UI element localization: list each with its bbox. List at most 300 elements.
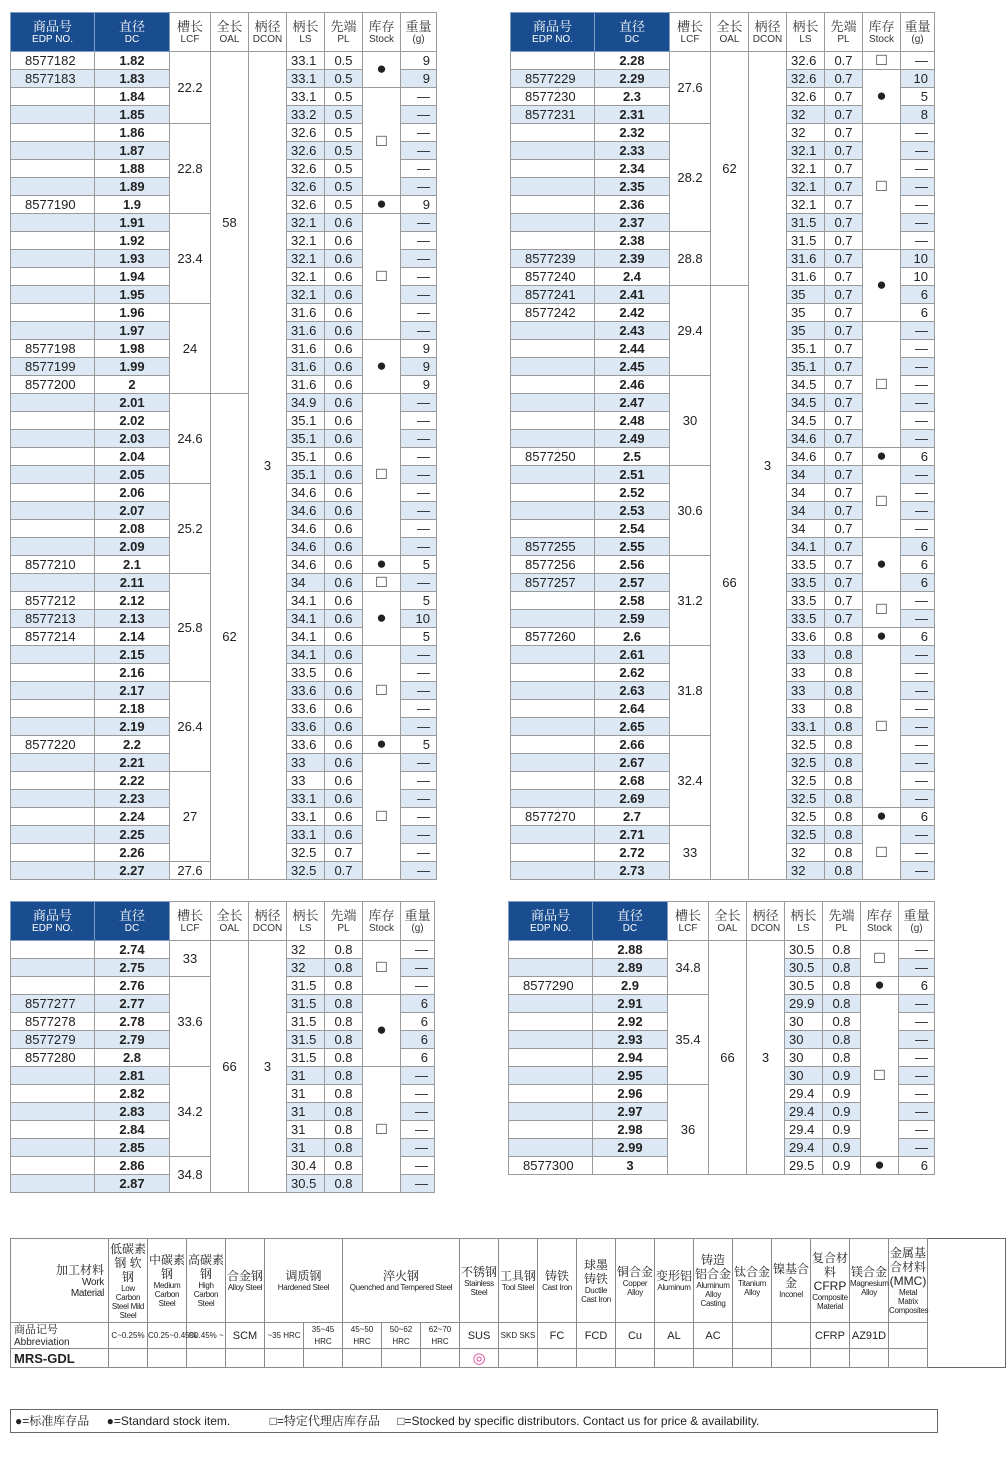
- diameter: 2: [95, 376, 170, 394]
- flute-length: 27.6: [670, 52, 711, 124]
- overall-length: 66: [711, 286, 749, 880]
- diameter: 2.45: [595, 358, 670, 376]
- weight: —: [901, 466, 935, 484]
- weight: —: [401, 718, 437, 736]
- header-label-en: DCON: [252, 922, 283, 934]
- edp-number: 8577280: [11, 1049, 95, 1067]
- edp-number: [11, 520, 95, 538]
- weight: 6: [401, 1013, 435, 1031]
- header-label-zh: 库存: [868, 18, 895, 34]
- point-length: 0.8: [823, 1013, 861, 1031]
- shank-length: 34.5: [787, 412, 825, 430]
- diameter: 2.06: [95, 484, 170, 502]
- header-lcf: [170, 902, 211, 941]
- point-length: 0.8: [325, 995, 363, 1013]
- header-label-en: LS: [799, 33, 812, 45]
- edp-number: 8577290: [509, 977, 593, 995]
- header-label-en: (g): [412, 33, 425, 45]
- edp-number: [11, 862, 95, 880]
- point-length: 0.7: [825, 124, 863, 142]
- shank-length: 32: [287, 959, 325, 977]
- header-label-en: DC: [124, 922, 140, 934]
- edp-number: 8577214: [11, 628, 95, 646]
- stock-status: [863, 322, 901, 448]
- shank-length: 29.5: [785, 1157, 823, 1175]
- shank-length: 35: [787, 286, 825, 304]
- header-dcon: [749, 13, 787, 52]
- shank-length: 34.1: [287, 610, 325, 628]
- header-label-zh: 全长: [714, 907, 741, 923]
- standard-stock-icon: ●: [376, 1020, 387, 1039]
- shank-length: 33: [287, 772, 325, 790]
- diameter: 1.86: [95, 124, 170, 142]
- standard-stock-icon: ●: [876, 806, 887, 825]
- point-length: 0.8: [823, 1031, 861, 1049]
- material-name-en: Ductile Cast Iron: [581, 1285, 611, 1304]
- material-header-row: [11, 1239, 1006, 1323]
- material-10: [616, 1239, 655, 1323]
- edp-number: [11, 232, 95, 250]
- edp-number: [11, 718, 95, 736]
- header-stock: [861, 902, 899, 941]
- point-length: 0.6: [325, 646, 363, 664]
- edp-number: 8577255: [511, 538, 595, 556]
- material-abbreviation: FC: [538, 1323, 577, 1349]
- diameter: 2.32: [595, 124, 670, 142]
- header-label-en: LCF: [180, 922, 200, 934]
- stock-table-3: [10, 901, 435, 1193]
- shank-length: 33: [787, 664, 825, 682]
- distributor-stock-icon: □: [874, 948, 885, 967]
- diameter: 2.09: [95, 538, 170, 556]
- point-length: 0.7: [825, 340, 863, 358]
- weight: 5: [401, 628, 437, 646]
- header-lcf: [668, 902, 709, 941]
- material-8: [538, 1239, 577, 1323]
- diameter: 2.74: [95, 941, 170, 959]
- weight: 5: [401, 592, 437, 610]
- edp-number: [511, 430, 595, 448]
- flute-length: 26.4: [170, 682, 211, 772]
- point-length: 0.6: [325, 430, 363, 448]
- shank-length: 35.1: [787, 358, 825, 376]
- edp-number: [511, 214, 595, 232]
- flute-length: 29.4: [670, 286, 711, 376]
- edp-number: [11, 959, 95, 977]
- diameter: 2.46: [595, 376, 670, 394]
- distributor-stock-icon: □: [876, 842, 887, 861]
- material-abbreviation: C~0.25%: [109, 1323, 148, 1349]
- edp-number: 8577240: [511, 268, 595, 286]
- material-abbreviation: FCD: [577, 1323, 616, 1349]
- header-label-zh: 直径: [616, 907, 643, 923]
- edp-number: [509, 1139, 593, 1157]
- diameter: 2.95: [593, 1067, 668, 1085]
- material-cell: [226, 1349, 265, 1368]
- header-label-en: DCON: [750, 922, 781, 934]
- material-name-zh: 工具钢: [499, 1269, 536, 1283]
- diameter: 2.48: [595, 412, 670, 430]
- point-length: 0.6: [325, 358, 363, 376]
- point-length: 0.5: [325, 178, 363, 196]
- standard-stock-icon: ●: [876, 554, 887, 573]
- point-length: 0.6: [325, 286, 363, 304]
- stock-status: [861, 941, 899, 977]
- edp-number: [509, 995, 593, 1013]
- point-length: 0.7: [825, 574, 863, 592]
- point-length: 0.6: [325, 340, 363, 358]
- stock-table-4: [508, 901, 935, 1175]
- header-label-zh: 全长: [716, 18, 743, 34]
- edp-number: [511, 610, 595, 628]
- flute-length: 31.2: [670, 556, 711, 646]
- flute-length: 31.8: [670, 646, 711, 736]
- shank-length: 34.6: [287, 520, 325, 538]
- shank-length: 33.5: [787, 592, 825, 610]
- diameter: 2.12: [95, 592, 170, 610]
- shank-length: 32.6: [287, 142, 325, 160]
- diameter: 2.15: [95, 646, 170, 664]
- shank-length: 32.1: [787, 142, 825, 160]
- header-dc: [95, 13, 170, 52]
- edp-number: 8577213: [11, 610, 95, 628]
- weight: —: [401, 466, 437, 484]
- material-abbreviation: AZ91D: [850, 1323, 889, 1349]
- distributor-stock-icon: □: [376, 1119, 387, 1138]
- weight: 10: [901, 70, 935, 88]
- edp-number: [11, 844, 95, 862]
- weight: 6: [901, 538, 935, 556]
- shank-length: 32.5: [287, 862, 325, 880]
- material-abbreviation: SKD SKS: [499, 1323, 538, 1349]
- table-row: [11, 394, 437, 412]
- material-name-en: Magnesium Alloy: [850, 1278, 889, 1297]
- flute-length: 30.6: [670, 466, 711, 556]
- shank-diameter: 3: [749, 52, 787, 880]
- header-label-en: EDP NO.: [530, 922, 571, 934]
- shank-length: 34: [787, 520, 825, 538]
- shank-length: 34.1: [787, 538, 825, 556]
- material-name-en: Medium Carbon Steel: [153, 1281, 181, 1308]
- material-abbreviation: Cu: [616, 1323, 655, 1349]
- header-label-zh: 槽长: [674, 907, 701, 923]
- point-length: 0.8: [823, 941, 861, 959]
- shank-length: 34.6: [787, 430, 825, 448]
- material-abbreviation: 50~62 HRC: [382, 1323, 421, 1349]
- diameter: 2.65: [595, 718, 670, 736]
- shank-length: 31.5: [787, 232, 825, 250]
- product-code: MRS-GDL: [11, 1349, 109, 1368]
- shank-length: 29.9: [785, 995, 823, 1013]
- edp-number: [511, 700, 595, 718]
- weight: —: [901, 430, 935, 448]
- edp-number: [511, 826, 595, 844]
- material-3: [226, 1239, 265, 1323]
- material-abbreviation: C0.25~0.45%: [148, 1323, 187, 1349]
- material-12: [694, 1239, 733, 1323]
- diameter: 2.14: [95, 628, 170, 646]
- point-length: 0.6: [325, 538, 363, 556]
- material-name-en: Tool Steel: [501, 1283, 535, 1292]
- header-label-zh: 先端: [330, 907, 357, 923]
- edp-number: [509, 941, 593, 959]
- point-length: 0.8: [325, 1013, 363, 1031]
- weight: —: [901, 160, 935, 178]
- point-length: 0.8: [825, 628, 863, 646]
- shank-diameter: 3: [249, 52, 287, 880]
- diameter: 2.7: [595, 808, 670, 826]
- edp-number: [511, 412, 595, 430]
- point-length: 0.8: [325, 977, 363, 995]
- stock-status: [863, 592, 901, 628]
- diameter: 2.28: [595, 52, 670, 70]
- point-length: 0.5: [325, 124, 363, 142]
- material-2: [187, 1239, 226, 1323]
- material-abbreviation: CFRP: [811, 1323, 850, 1349]
- edp-number: [509, 1103, 593, 1121]
- diameter: 2.86: [95, 1157, 170, 1175]
- header-label-zh: 槽长: [676, 18, 703, 34]
- standard-stock-icon: ●: [874, 1155, 885, 1174]
- diameter: 2.82: [95, 1085, 170, 1103]
- shank-length: 32.6: [787, 70, 825, 88]
- point-length: 0.6: [325, 484, 363, 502]
- shank-length: 30.5: [785, 941, 823, 959]
- edp-number: [11, 286, 95, 304]
- shank-length: 33: [787, 646, 825, 664]
- point-length: 0.6: [325, 826, 363, 844]
- shank-length: 32.6: [287, 196, 325, 214]
- shank-length: 31: [287, 1121, 325, 1139]
- shank-length: 33.1: [287, 88, 325, 106]
- point-length: 0.8: [325, 1103, 363, 1121]
- header-row: [511, 13, 935, 52]
- material-cell: [577, 1349, 616, 1368]
- header-dc: [595, 13, 670, 52]
- diameter: 2.8: [95, 1049, 170, 1067]
- edp-number: 8577277: [11, 995, 95, 1013]
- diameter: 2.62: [595, 664, 670, 682]
- edp-number: [511, 592, 595, 610]
- weight: —: [901, 484, 935, 502]
- stock-table-1: [10, 12, 437, 880]
- stock-status: [363, 646, 401, 736]
- edp-number: [11, 1085, 95, 1103]
- point-length: 0.6: [325, 736, 363, 754]
- shank-length: 31.6: [287, 340, 325, 358]
- edp-number: [11, 790, 95, 808]
- material-name-en: Quenched and Tempered Steel: [349, 1283, 453, 1292]
- diameter: 2.01: [95, 394, 170, 412]
- material-name-en: High Carbon Steel: [193, 1281, 219, 1308]
- header-label-en: Stock: [368, 33, 394, 45]
- stock-table-2: [510, 12, 935, 880]
- diameter: 2.69: [595, 790, 670, 808]
- weight: 5: [401, 556, 437, 574]
- standard-stock-icon: ●: [376, 734, 387, 753]
- edp-number: [511, 466, 595, 484]
- weight: —: [899, 1121, 935, 1139]
- shank-length: 35.1: [287, 466, 325, 484]
- shank-length: 32.1: [287, 214, 325, 232]
- point-length: 0.6: [325, 304, 363, 322]
- standard-stock-icon: ●: [876, 446, 887, 465]
- header-dcon: [747, 902, 785, 941]
- diameter: 2.24: [95, 808, 170, 826]
- shank-length: 34.6: [787, 448, 825, 466]
- point-length: 0.7: [825, 394, 863, 412]
- edp-number: [11, 214, 95, 232]
- edp-number: [509, 1013, 593, 1031]
- shank-length: 31: [287, 1139, 325, 1157]
- material-9: [577, 1239, 616, 1323]
- weight: 6: [899, 977, 935, 995]
- edp-number: [511, 664, 595, 682]
- flute-length: 34.8: [170, 1157, 211, 1193]
- point-length: 0.7: [825, 304, 863, 322]
- standard-stock-icon: ●: [876, 275, 887, 294]
- diameter: 2.36: [595, 196, 670, 214]
- legend-distributor-en: □=Stocked by specific distributors. Contact us for price & availability.: [397, 1414, 760, 1428]
- shank-length: 34.6: [287, 538, 325, 556]
- header-label-en: LS: [797, 922, 810, 934]
- material-name-zh: 高碳素钢: [187, 1253, 224, 1281]
- stock-status: [363, 214, 401, 340]
- material-cell: [811, 1349, 850, 1368]
- material-name-zh: 金属基 合材料 (MMC): [889, 1246, 927, 1288]
- point-length: 0.6: [325, 574, 363, 592]
- diameter: 2.85: [95, 1139, 170, 1157]
- edp-number: 8577239: [511, 250, 595, 268]
- point-length: 0.8: [325, 1139, 363, 1157]
- edp-number: [11, 977, 95, 995]
- edp-number: [11, 754, 95, 772]
- material-4: [265, 1239, 343, 1323]
- abbreviation-label-en: Abbreviation: [14, 1336, 70, 1348]
- point-length: 0.7: [825, 250, 863, 268]
- header-pl: [825, 13, 863, 52]
- edp-number: [509, 1031, 593, 1049]
- material-cell: [265, 1349, 304, 1368]
- point-length: 0.6: [325, 232, 363, 250]
- shank-length: 32.5: [787, 826, 825, 844]
- flute-length: 22.2: [170, 52, 211, 124]
- header-dcon: [249, 13, 287, 52]
- point-length: 0.6: [325, 628, 363, 646]
- diameter: 2.58: [595, 592, 670, 610]
- point-length: 0.6: [325, 376, 363, 394]
- shank-length: 34: [287, 574, 325, 592]
- material-name-en: Inconel: [779, 1290, 803, 1299]
- edp-number: [11, 448, 95, 466]
- diameter: 2.72: [595, 844, 670, 862]
- header-label-en: EDP NO.: [32, 922, 73, 934]
- point-length: 0.8: [825, 808, 863, 826]
- weight: —: [401, 142, 437, 160]
- header-dc: [593, 902, 668, 941]
- flute-length: 28.2: [670, 124, 711, 232]
- shank-length: 33.1: [287, 52, 325, 70]
- edp-number: [11, 808, 95, 826]
- shank-length: 33.5: [787, 574, 825, 592]
- weight: —: [401, 977, 435, 995]
- stock-status: [363, 52, 401, 88]
- stock-status: [861, 977, 899, 995]
- header-stock: [363, 902, 401, 941]
- weight: —: [901, 520, 935, 538]
- header-label-zh: 重量: [903, 907, 930, 923]
- weight: —: [401, 304, 437, 322]
- edp-number: 8577278: [11, 1013, 95, 1031]
- header-oal: [711, 13, 749, 52]
- header-wt: [899, 902, 935, 941]
- weight: —: [901, 52, 935, 70]
- weight: 6: [899, 1157, 935, 1175]
- standard-stock-icon: ●: [376, 59, 387, 78]
- weight: 6: [901, 574, 935, 592]
- shank-length: 35: [787, 304, 825, 322]
- shank-length: 31.6: [787, 250, 825, 268]
- edp-number: 8577210: [11, 556, 95, 574]
- header-label-zh: 商品号: [530, 907, 570, 923]
- shank-length: 32.5: [287, 844, 325, 862]
- diameter: 2.26: [95, 844, 170, 862]
- diameter: 2.55: [595, 538, 670, 556]
- diameter: 2.68: [595, 772, 670, 790]
- header-label-en: PL: [337, 33, 350, 45]
- edp-number: [11, 88, 95, 106]
- stock-status: [863, 808, 901, 826]
- diameter: 1.83: [95, 70, 170, 88]
- weight: 9: [401, 340, 437, 358]
- material-name-zh: 不锈钢: [460, 1264, 497, 1279]
- diameter: 2.49: [595, 430, 670, 448]
- weight: —: [899, 941, 935, 959]
- diameter: 2.9: [593, 977, 668, 995]
- weight: —: [401, 808, 437, 826]
- header-label-zh: 库存: [368, 907, 395, 923]
- point-length: 0.8: [825, 826, 863, 844]
- material-abbreviation: ~35 HRC: [265, 1323, 304, 1349]
- weight: 9: [401, 358, 437, 376]
- edp-number: 8577230: [511, 88, 595, 106]
- diameter: 1.82: [95, 52, 170, 70]
- distributor-stock-icon: □: [876, 374, 887, 393]
- flute-length: 27: [170, 772, 211, 862]
- flute-length: 34.8: [668, 941, 709, 995]
- distributor-stock-icon: □: [874, 1065, 885, 1084]
- point-length: 0.8: [825, 700, 863, 718]
- shank-length: 32: [287, 941, 325, 959]
- shank-length: 33.6: [287, 700, 325, 718]
- edp-number: [11, 304, 95, 322]
- point-length: 0.7: [825, 448, 863, 466]
- diameter: 1.98: [95, 340, 170, 358]
- header-pl: [325, 13, 363, 52]
- stock-status: [363, 574, 401, 592]
- stock-status: [363, 592, 401, 646]
- diameter: 2.54: [595, 520, 670, 538]
- diameter: 2.2: [95, 736, 170, 754]
- weight: —: [401, 1085, 435, 1103]
- diameter: 1.87: [95, 142, 170, 160]
- header-label-zh: 柄径: [254, 907, 281, 923]
- point-length: 0.7: [825, 358, 863, 376]
- flute-length: 30: [670, 376, 711, 466]
- header-label-en: LCF: [680, 33, 700, 45]
- shank-length: 33.1: [287, 826, 325, 844]
- header-label-en: Stock: [368, 922, 394, 934]
